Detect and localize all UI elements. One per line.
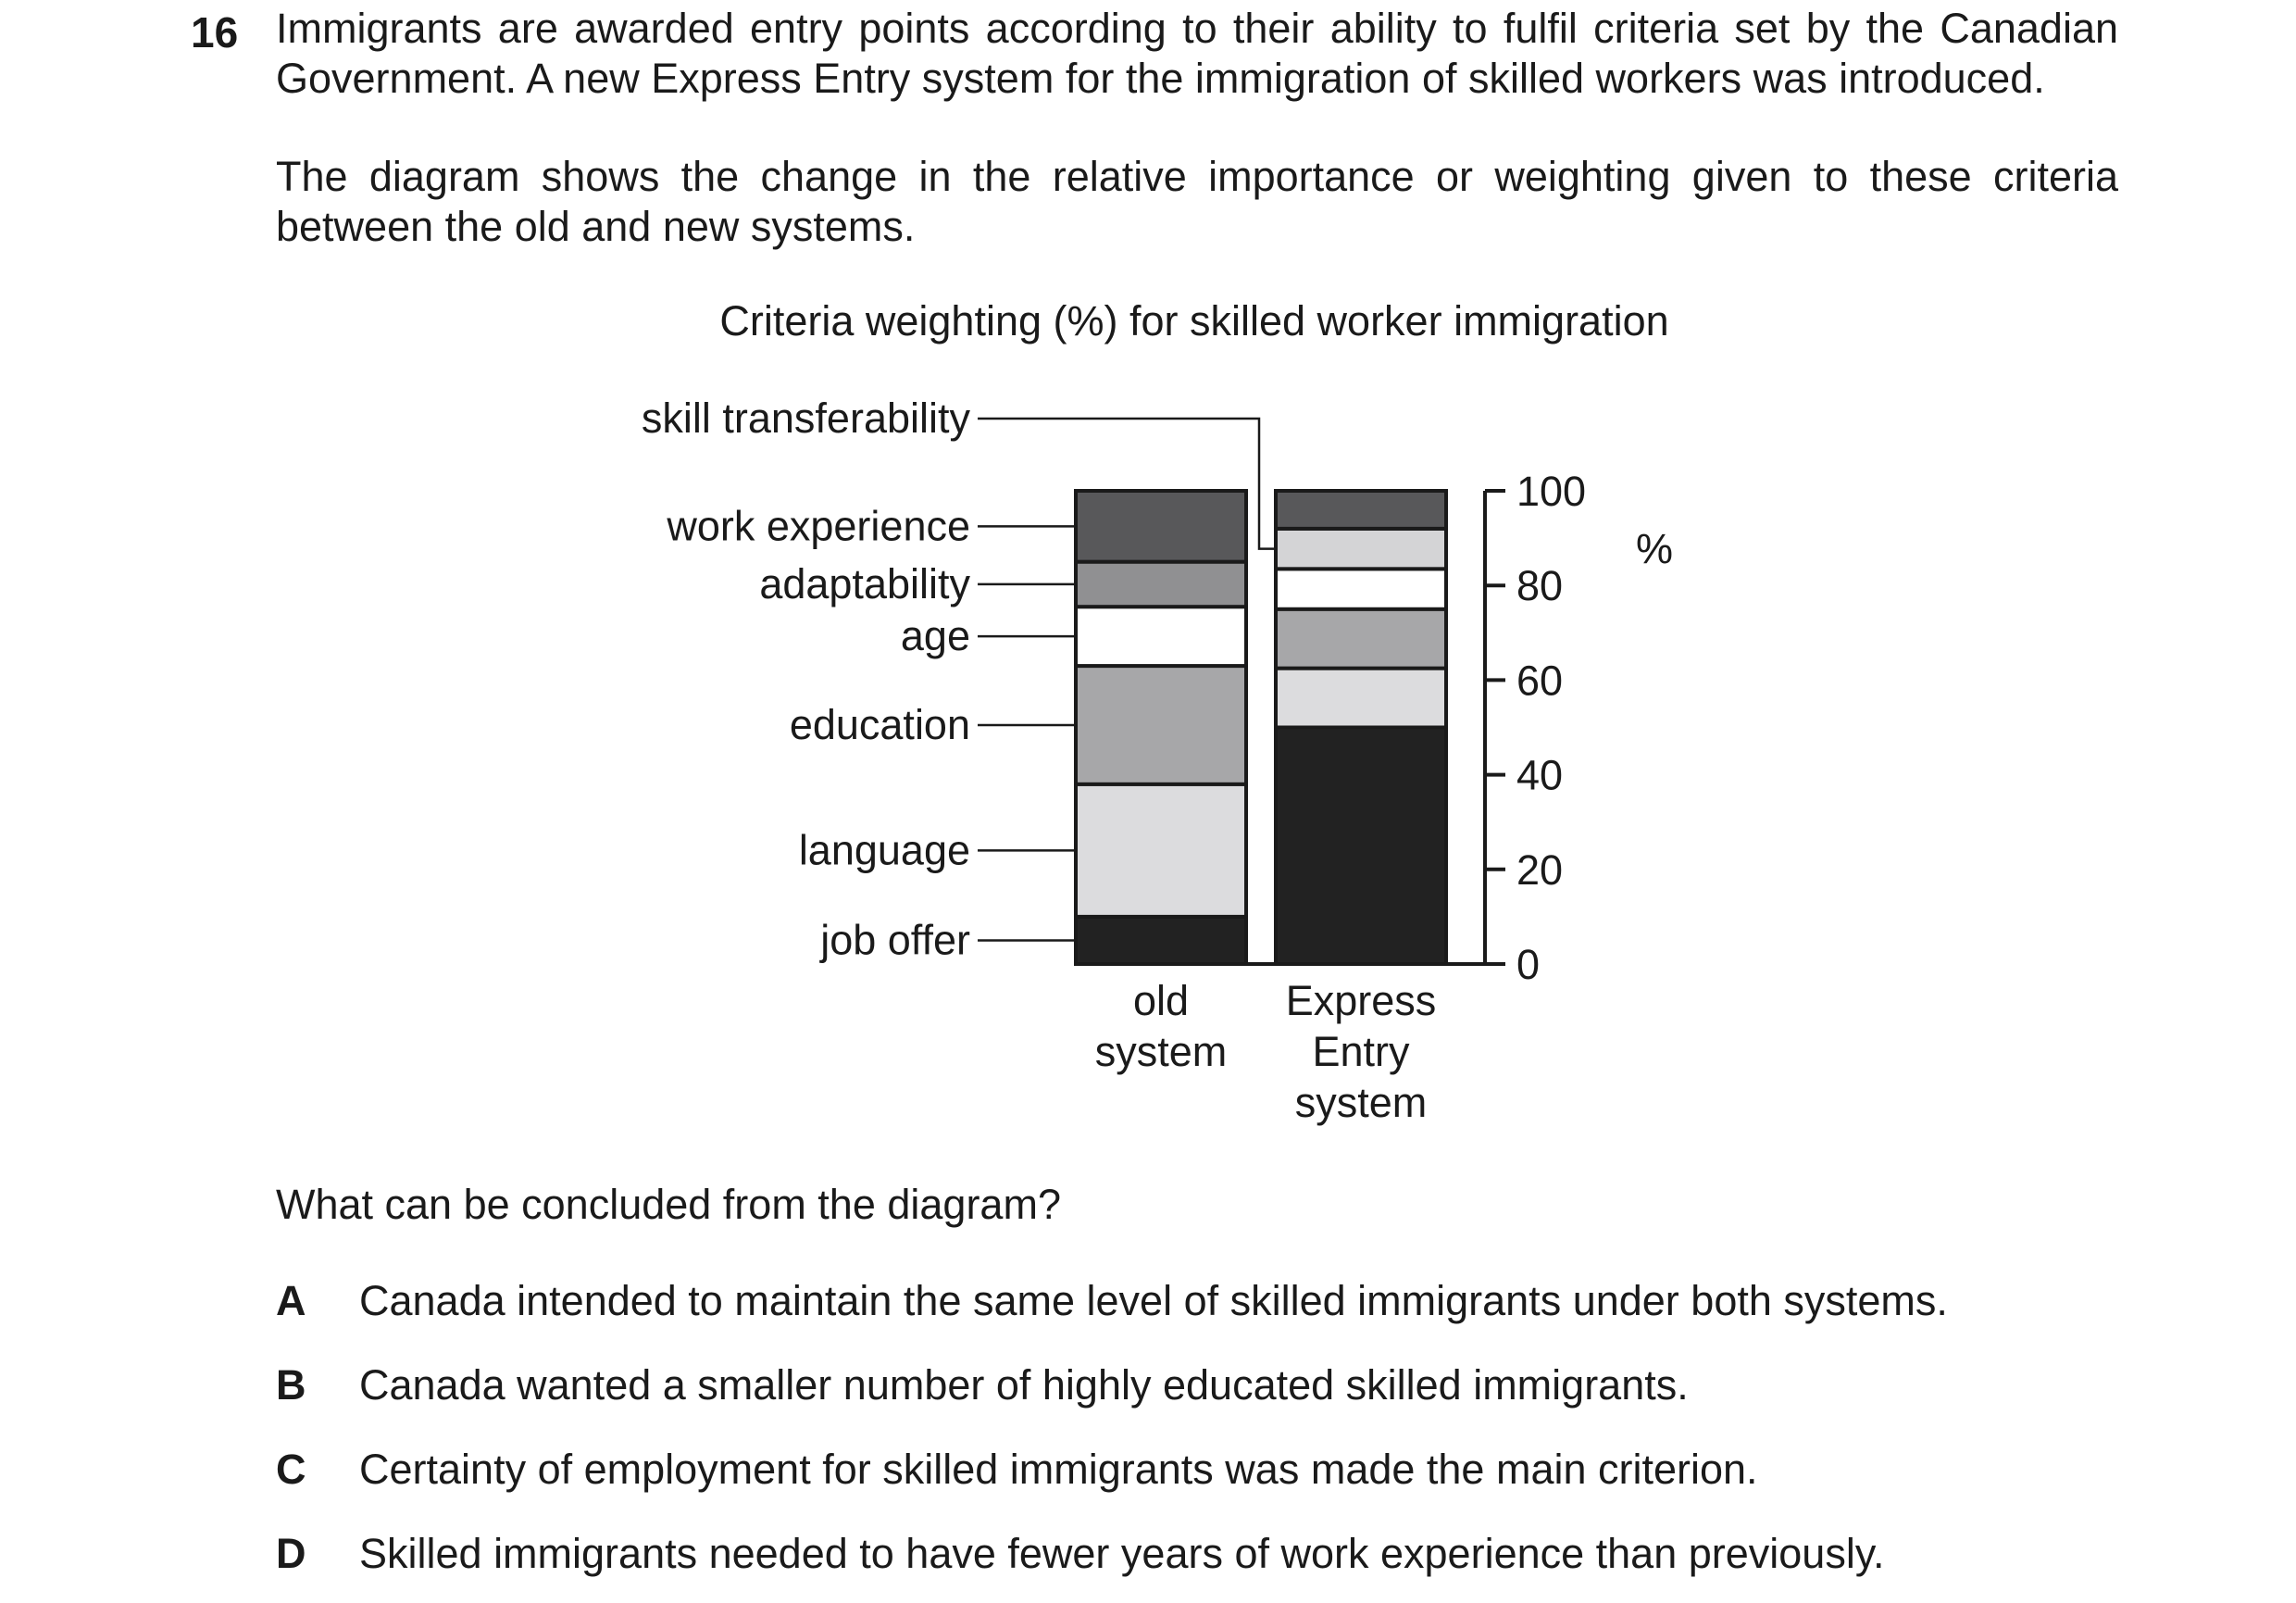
y-tick-label: 20 [1516,845,1564,894]
option-text: Skilled immigrants needed to have fewer years of work experience than previously. [359,1530,1885,1577]
bar-segment-job-offer [1076,917,1246,964]
segment-label-skill-transferability: skill transferability [641,394,970,442]
bar-segment-work-experience [1276,491,1446,529]
bar-segment-age [1076,607,1246,666]
bar-segment-education [1276,609,1446,669]
y-tick-label: 100 [1516,468,1587,515]
bar-segment-skill-transferability [1276,529,1446,569]
category-label: Express [1285,977,1437,1024]
segment-label-work-experience: work experience [667,502,970,550]
option-letter: D [276,1530,306,1577]
option-text: Certainty of employment for skilled immigrants was made the main criterion. [359,1446,1758,1493]
option-letter: B [276,1361,306,1409]
y-tick-label: 0 [1516,941,1541,988]
bar-segment-education [1076,666,1246,784]
y-axis-unit-label: % [1635,525,1674,572]
bars-group [1076,491,1446,964]
option-text: Canada intended to maintain the same level of skilled immigrants under both systems. [359,1277,1948,1324]
question-number: 16 [191,8,239,56]
question-prompt: What can be concluded from the diagram? [276,1181,1061,1228]
category-label: old [1132,977,1190,1024]
chart-title: Criteria weighting (%) for skilled worker immigration [719,297,1669,344]
category-labels-group [1095,977,1437,1126]
diagram-description-paragraph: The diagram shows the change in the relative importance or weighting given to these criteria between the old and new systems. [276,153,2118,250]
bar-segment-language [1276,669,1446,728]
bar-segment-job-offer [1276,728,1446,965]
bar-segment-age [1276,569,1446,608]
segment-label-language: language [798,826,970,874]
bar-segment-language [1076,784,1246,917]
bar-segment-adaptability [1076,562,1246,607]
category-label: system [1094,1028,1228,1075]
category-label: Entry [1312,1028,1410,1075]
segment-label-job-offer: job offer [820,916,970,964]
segment-label-adaptability: adaptability [759,559,970,607]
bar-segment-work-experience [1076,491,1246,562]
option-text: Canada wanted a smaller number of highly educated skilled immigrants. [359,1361,1689,1409]
option-letter: A [276,1277,306,1324]
segment-label-education: education [789,700,970,748]
y-tick-label: 80 [1516,562,1564,610]
option-letter: C [276,1446,306,1493]
category-label: system [1294,1079,1428,1126]
intro-paragraph: Immigrants are awarded entry points according to their ability to fulfil criteria set by the Canadian Government. A new Express Entry system for the immigration of skilled workers was introduced. [276,5,2118,102]
y-tick-label: 60 [1516,657,1564,705]
segment-label-age: age [900,612,970,660]
y-tick-label: 40 [1516,751,1564,799]
